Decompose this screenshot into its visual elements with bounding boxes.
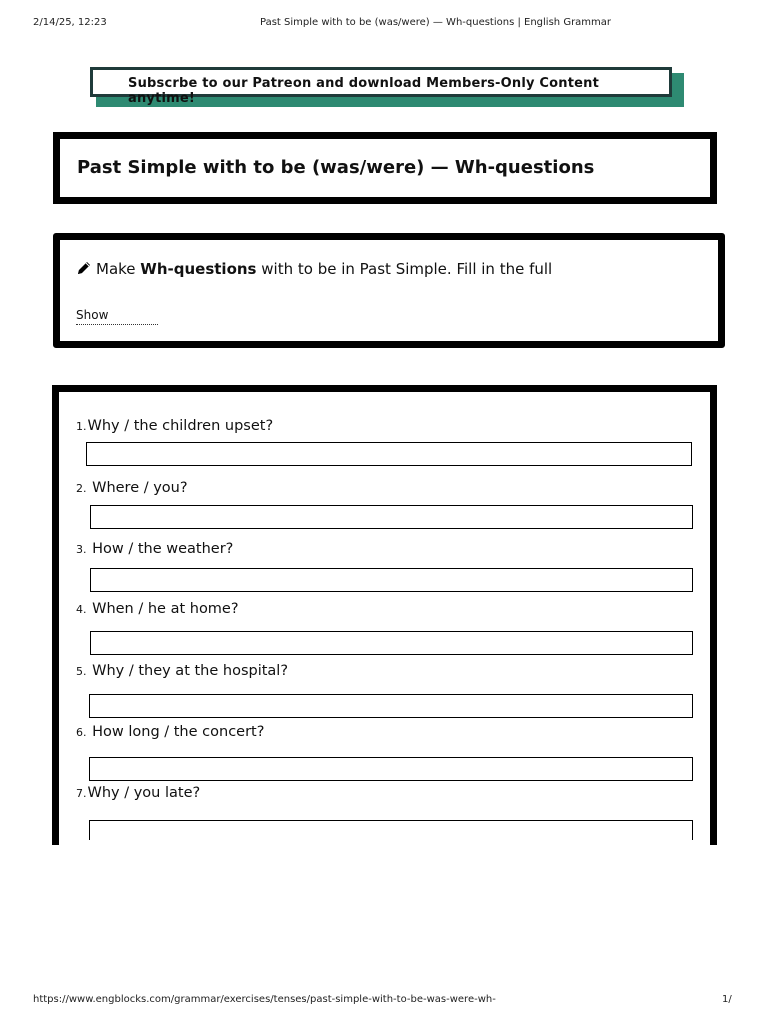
question-label: 4. When / he at home? bbox=[76, 601, 239, 617]
page-number: 1/ bbox=[722, 994, 732, 1005]
question-label: 5. Why / they at the hospital? bbox=[76, 663, 289, 679]
answer-input-7[interactable] bbox=[89, 820, 693, 840]
question-label: 7.Why / you late? bbox=[76, 785, 201, 801]
print-title: Past Simple with to be (was/were) — Wh-questions | English Grammar bbox=[260, 17, 612, 28]
question-label: 3. How / the weather? bbox=[76, 541, 234, 557]
print-header bbox=[0, 17, 768, 31]
answer-input-6[interactable] bbox=[89, 757, 693, 781]
print-datetime: 2/14/25, 12:23 bbox=[33, 17, 107, 28]
answer-input-5[interactable] bbox=[89, 694, 693, 718]
print-footer bbox=[0, 994, 768, 1008]
questions-card bbox=[52, 385, 717, 845]
question-label: 2. Where / you? bbox=[76, 480, 188, 496]
print-url: https://www.engblocks.com/grammar/exercises/tenses/past-simple-with-to-be-was-were-wh- bbox=[33, 994, 496, 1005]
question-label: 1.Why / the children upset? bbox=[76, 418, 274, 434]
banner-text[interactable]: Subscrbe to our Patreon and download Members-Only Content anytime! bbox=[90, 67, 672, 97]
instructions-suffix: with to be in Past Simple. Fill in the full bbox=[261, 260, 553, 278]
answer-input-3[interactable] bbox=[90, 568, 693, 592]
pencil-icon bbox=[76, 260, 92, 276]
instructions-text bbox=[76, 260, 716, 278]
page-title: Past Simple with to be (was/were) — Wh-questions bbox=[77, 157, 595, 178]
question-label: 6. How long / the concert? bbox=[76, 724, 265, 740]
patreon-banner[interactable] bbox=[90, 67, 686, 109]
instructions-bold: Wh-questions bbox=[140, 260, 257, 278]
answer-input-4[interactable] bbox=[90, 631, 693, 655]
instructions-prefix: Make bbox=[96, 260, 136, 278]
answer-input-1[interactable] bbox=[86, 442, 692, 466]
title-card bbox=[53, 132, 717, 204]
show-button[interactable]: Show bbox=[76, 308, 158, 325]
instructions-card bbox=[53, 233, 725, 348]
answer-input-2[interactable] bbox=[90, 505, 693, 529]
